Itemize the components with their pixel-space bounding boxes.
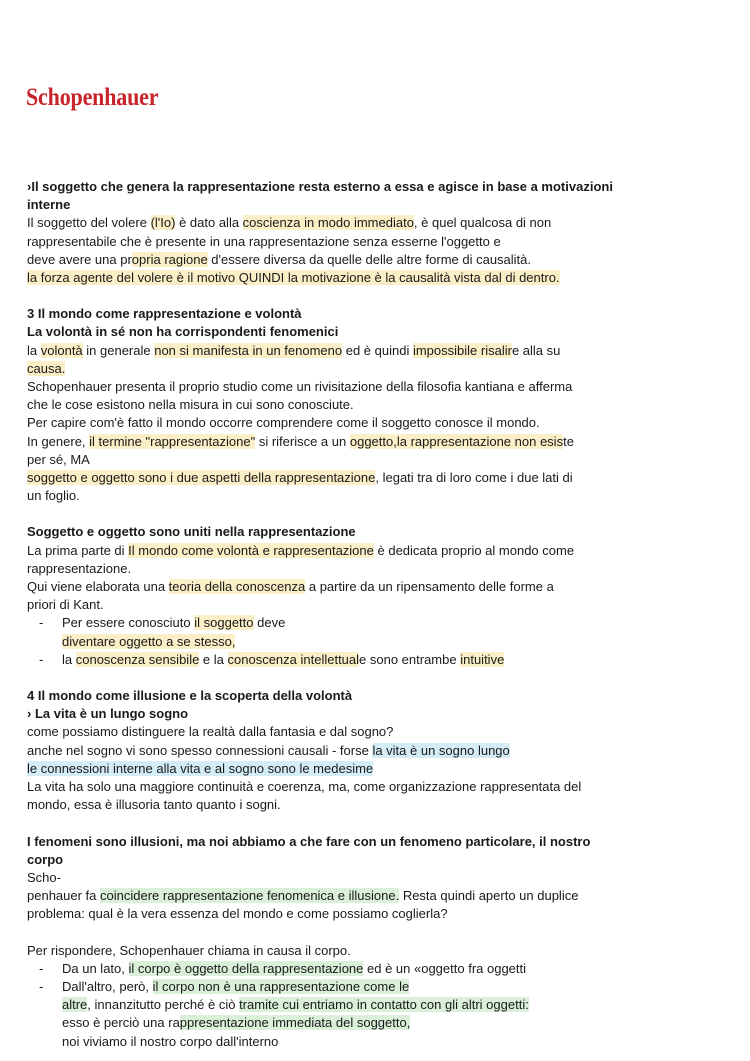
- paragraph-line: soggetto e oggetto sono i due aspetti della rappresentazione, legati tra di loro come i due lati di: [27, 470, 573, 486]
- section-heading: 3 Il mondo come rappresentazione e volontà: [27, 306, 302, 322]
- paragraph-line: La prima parte di Il mondo come volontà e rappresentazione è dedicata proprio al mondo come: [27, 542, 575, 558]
- paragraph-line: mondo, essa è illusoria tanto quanto i sogni.: [27, 797, 281, 813]
- list-item: - la conoscenza sensibile e la conoscenza intellettuale sono entrambe intuitive: [39, 651, 505, 667]
- list-item-continuation: noi viviamo il nostro corpo dall'interno: [62, 1033, 279, 1049]
- paragraph-line: problema: qual è la vera essenza del mondo e come possiamo coglierla?: [27, 906, 448, 922]
- paragraph-line: Qui viene elaborata una teoria della conoscenza a partire da un ripensamento delle forme a: [27, 579, 554, 595]
- list-item: - Da un lato, il corpo è oggetto della rappresentazione ed è un «oggetto fra oggetti: [39, 960, 527, 976]
- section-heading: › La vita è un lungo sogno: [27, 706, 189, 722]
- section-heading: I fenomeni sono illusioni, ma noi abbiamo a che fare con un fenomeno particolare, il nostro: [27, 833, 591, 849]
- paragraph-line: rappresentazione.: [27, 560, 132, 576]
- paragraph-line: Per capire com'è fatto il mondo occorre comprendere come il soggetto conosce il mondo.: [27, 415, 540, 431]
- section-heading: Soggetto e oggetto sono uniti nella rappresentazione: [27, 524, 356, 540]
- paragraph-line: causa.: [27, 360, 66, 376]
- list-item: - Dall'altro, però, il corpo non è una rappresentazione come le: [39, 978, 410, 994]
- paragraph-line: la forza agente del volere è il motivo QUINDI la motivazione è la causalità vista dal di dentro.: [27, 270, 560, 286]
- section-heading: ›Il soggetto che genera la rappresentazione resta esterno a essa e agisce in base a motivazioni: [27, 179, 613, 194]
- paragraph-line: la volontà in generale non si manifesta in un fenomeno ed è quindi impossibile risalire alla su: [27, 342, 561, 358]
- bullet-list: [27, 960, 617, 1051]
- paragraph-line: Schopenhauer presenta il proprio studio come un rivisitazione della filosofia kantiana e afferma: [27, 379, 573, 395]
- section-heading: corpo: [27, 851, 64, 867]
- paragraph-line: priori di Kant.: [27, 597, 104, 613]
- paragraph-line: come possiamo distinguere la realtà dalla fantasia e dal sogno?: [27, 724, 394, 740]
- bullet-list: [27, 614, 617, 669]
- list-item-continuation: altre, innanzitutto perché è ciò tramite cui entriamo in contatto con gli altri oggetti:: [62, 997, 529, 1013]
- paragraph-line: per sé, MA: [27, 451, 90, 467]
- paragraph-line: anche nel sogno vi sono spesso connessioni causali - forse la vita è un sogno lungo: [27, 742, 510, 758]
- list-item: - Per essere conosciuto il soggetto deve: [39, 615, 286, 631]
- paragraph-line: un foglio.: [27, 488, 80, 504]
- paragraph-line: Per rispondere, Schopenhauer chiama in causa il corpo.: [27, 942, 351, 958]
- section-heading: La volontà in sé non ha corrispondenti fenomenici: [27, 324, 339, 340]
- list-item-continuation: diventare oggetto a se stesso,: [62, 633, 236, 649]
- paragraph-line: che le cose esistono nella misura in cui sono conosciute.: [27, 397, 354, 413]
- document-body: [27, 178, 617, 1051]
- paragraph-line: Scho-: [27, 869, 61, 885]
- paragraph-line: penhauer fa coincidere rappresentazione fenomenica e illusione. Resta quindi aperto un duplice: [27, 888, 579, 904]
- paragraph-line: Il soggetto del volere (l'Io) è dato alla coscienza in modo immediato, è quel qualcosa di non: [27, 215, 552, 231]
- paragraph-line: le connessioni interne alla vita e al sogno sono le medesime: [27, 760, 374, 776]
- section-heading: interne: [27, 197, 71, 213]
- list-item-continuation: esso è perciò una rappresentazione immediata del soggetto,: [62, 1015, 411, 1031]
- page-title: Schopenhauer: [26, 84, 159, 111]
- paragraph-line: rappresentabile che è presente in una rappresentazione senza esserne l'oggetto e: [27, 233, 501, 249]
- paragraph-line: In genere, il termine "rappresentazione" si riferisce a un oggetto,la rappresentazione non esiste: [27, 433, 574, 449]
- section-heading: 4 Il mondo come illusione e la scoperta della volontà: [27, 688, 353, 704]
- paragraph-line: La vita ha solo una maggiore continuità e coerenza, ma, come organizzazione rappresentata del: [27, 779, 582, 795]
- paragraph-line: deve avere una propria ragione d'essere diversa da quelle delle altre forme di causalità.: [27, 251, 532, 267]
